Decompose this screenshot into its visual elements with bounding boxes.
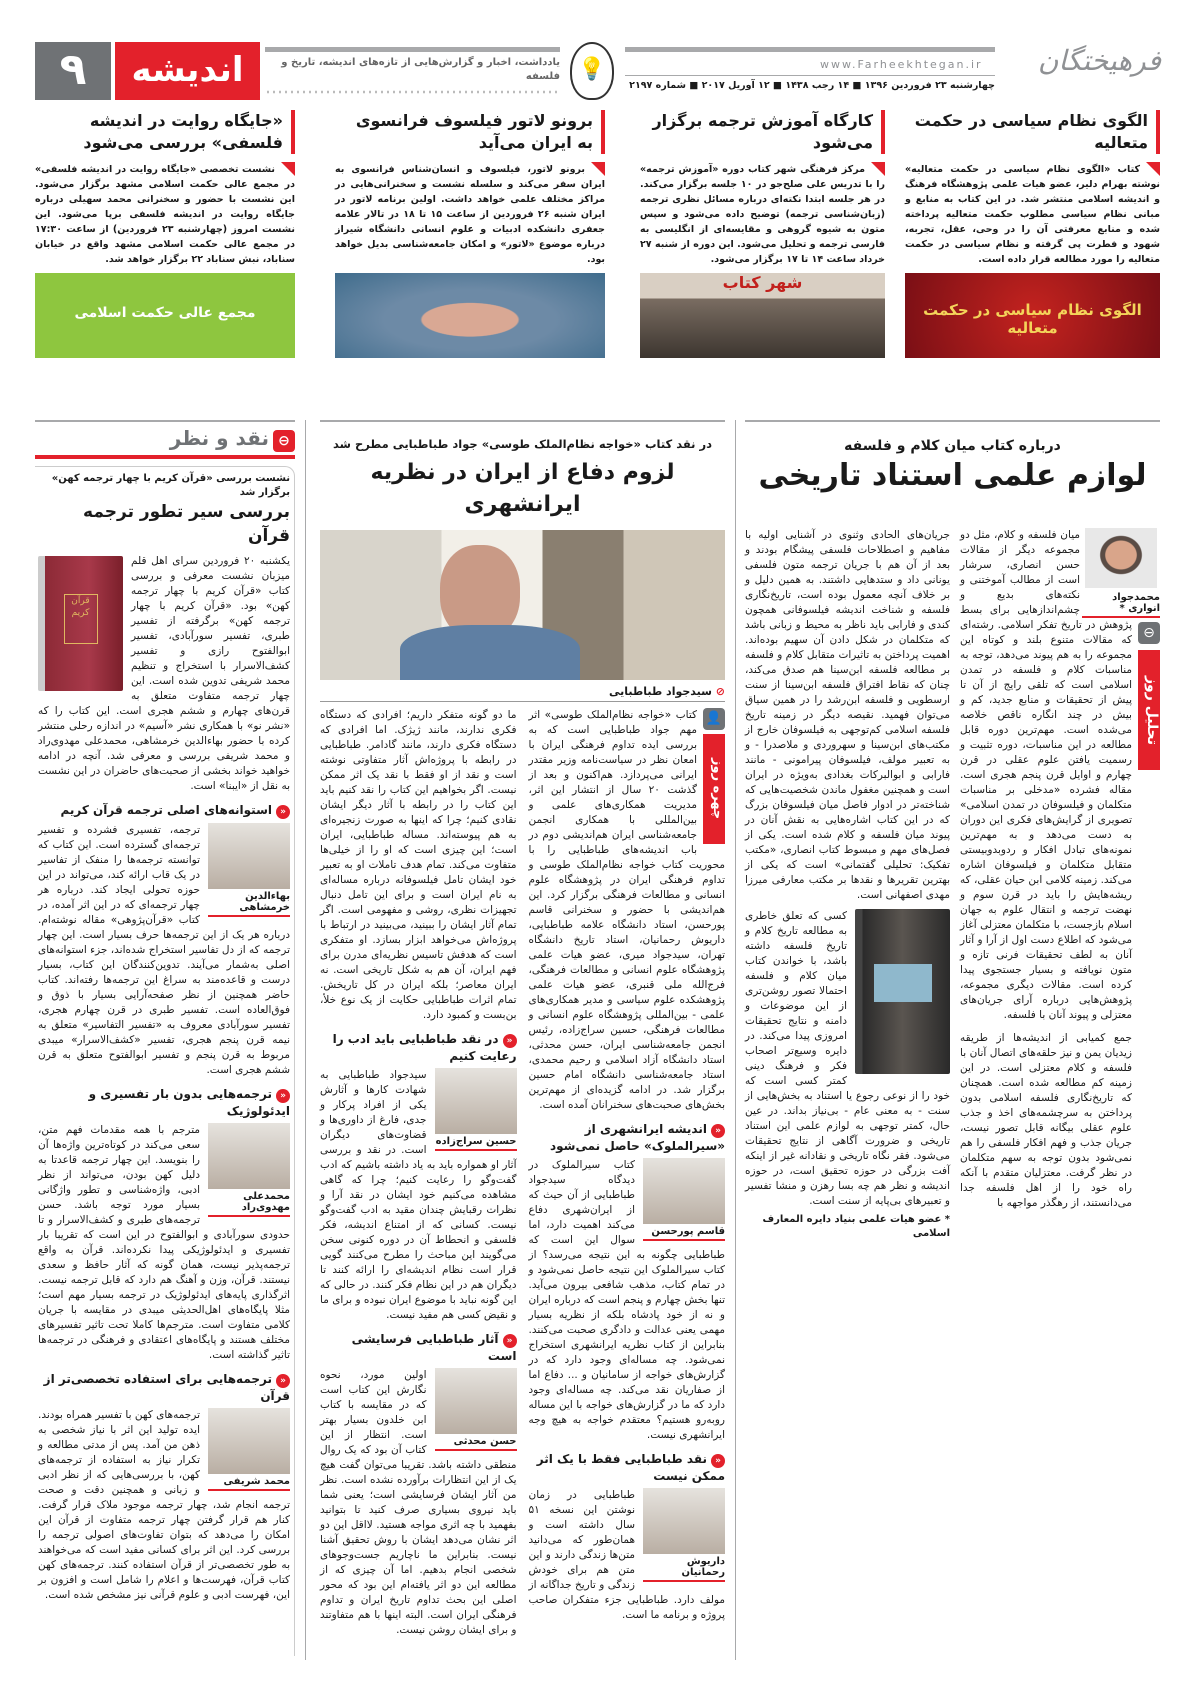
news-body — [905, 162, 1160, 267]
book-cover-image — [38, 556, 123, 691]
news-title[interactable]: «جایگاه روایت در اندیشه فلسفی» بررسی می‌شود — [35, 110, 295, 154]
article-headline[interactable]: بررسی سیر تطور ترجمه قرآن — [83, 502, 290, 546]
article-columns — [320, 708, 725, 1638]
divider — [735, 420, 736, 1660]
page-number: ۹ — [35, 42, 111, 100]
section-subtitle: یادداشت، اخبار و گزارش‌هایی از تازه‌های اندیشه، تاریخ و فلسفه — [281, 57, 560, 82]
article-intro: یکشنبه ۲۰ فروردین سرای اهل قلم میزبان نشست معرفی و بررسی کتاب «قرآن کریم با چهار ترجمه کهن» بود. «قرآن کریم با چهار ترجمه کهن» برگرفته از تفسیر طبری، تفسیر سورآبادی، تفسیر ابوالفتوح رازی و تفسیر کشف‌الاسرار با استخراج و تنظیم محمد شریفی تدوین شده است. این چهار ترجمه متفاوت متعلق به قرن‌های چهارم و ششم هجری است. این کتاب را که «نشر نو» با همکاری نشر «آسیم» در اندازه رحلی منتشر کرده با حضور بهاءالدین خرمشاهی، محمدعلی مهدوی‌راد و محمد شریفی بررسی و معرفی شد. آنچه در ادامه خواهید خواند بخشی از صحبت‌های حاضران در این نشست به نقل از «ایبنا» است. — [38, 555, 290, 792]
section-text: کتاب سیرالملوک در دیدگاه سیدجواد طباطبایی از آن حیث که از ایران‌شهری دفاع می‌کند اهمیت دارد، اما سوال این است که طباطبایی چگونه به این نتیجه می‌رسد؟ از کتاب سیرالملوک این نتیجه حاصل نمی‌شود و در تمام کتاب، مذهب شافعی بیرون می‌آید. تنها بخش چهارم و پنجم است که درباره ایران و نه از خود پادشاه بلکه از نظریه بسیار مهمی یعنی عدالت و دادگری صحبت می‌کنند. بنابراین از کتاب نظریه ایرانشهری استخراج نمی‌شود. چه مساله‌ای وجود دارد که در گزارش‌های خواجه از سامانیان و ... دفاع اما از صفاریان نقد می‌کند. چه مساله‌ای وجود دارد که ما در گزارش‌های خواجه با این مساله روبه‌رو هستیم؟ معتقدم خواجه به هیچ وجه ایرانشهری نیست. — [528, 1159, 725, 1441]
divider — [320, 420, 725, 422]
header-hatch — [265, 88, 560, 98]
section-text: سیدجواد طباطبایی به شهادت کارها و آثارش یکی از افراد پرکار و جدی، فارغ از داوری‌ها و قضاوت‌های دیگران است. در نقد و بررسی آثار او همواره باید به یاد داشته باشیم که ادب گفت‌وگو را رعایت کنیم؛ چرا که گاهی مشاهده می‌کنیم خود ایشان در نقد آرا و نظرات رقبایش چندان مقید به ادب گفت‌وگو نیست. کسانی که از امتناع اندیشه، فکر فلسفی و انحطاط آن در دوره کنونی سخن می‌گویند این مباحث را مطرح می‌کنند گویی قرار است نظام اندیشه‌ای را ارائه کنند تا دیگران هم در این نظام فکر کنند. در حالی که این گونه نباید با موضوع ایران نبوده و برای ما و نقیض کسی هم مفید نیست. — [320, 1069, 517, 1321]
red-corner — [1146, 162, 1160, 176]
website-url[interactable]: www.Farheekhtegan.ir — [820, 58, 983, 71]
arrow-circle-icon: ⊖ — [1138, 622, 1160, 644]
subhead-text: ترجمه‌هایی بدون بار تفسیری و ایدئولوژیک — [88, 1087, 290, 1118]
date-line: چهارشنبه ۲۳ فروردین ۱۳۹۶ ■ ۱۴ رجب ۱۴۳۸ ■ ۱۲ آوریل ۲۰۱۷ ■ شماره ۲۱۹۷ — [629, 80, 995, 91]
speaker-photo — [435, 1068, 517, 1151]
book-cover-image — [855, 909, 950, 1074]
section-text: ترجمه، تفسیری فشرده و تفسیر ترجمه‌ای گسترده است. این کتاب که توانسته ترجمه‌ها را منفک از تفاسیر در یک قاب ارائه کند، می‌تواند در این حوزه تحولی ایجاد کند. درباره هر چهار ترجمه‌ای که در این اثر آمده، در کتاب «قرآن‌پژوهی» مقاله نوشته‌ام. درباره هر یک از این ترجمه‌ها حرف بسیار است. این چهار ترجمه که از دل تفاسیر استخراج شده‌اند، جزء استوانه‌های اصلی به‌شمار می‌آیند. تدوین‌کنندگان این کتاب، بسیار درست و قاعده‌مند به سراغ این ترجمه‌ها رفته‌اند. کتاب حاضر همچنین از نظر صفحه‌آرایی بسیار با ذوق و فوق‌العاده است. تفسیر طبری در قرن چهارم هجری، تفسیر سورآبادی معروف به «تفسیر التفاسیر» متعلق به نیمه قرن پنجم هجری، تفسیر «کشف‌الاسرار» میبدی مربوط به قرن پنجم و تفسیر ابوالفتوح متعلق به قرن ششم هجری است. — [38, 824, 290, 1076]
subhead — [320, 1031, 517, 1064]
article-kicker: درباره کتاب میان کلام و فلسفه — [844, 438, 1061, 454]
chevron-icon: « — [503, 1034, 517, 1048]
image-lettering: مجمع عالی حکمت اسلامی — [74, 305, 256, 321]
news-title[interactable]: برونو لاتور فیلسوف فرانسوی به ایران می‌آید — [335, 110, 605, 154]
spacer — [1080, 528, 1132, 610]
side-label-block — [703, 708, 725, 844]
section-label-chehre-rooz — [703, 734, 725, 844]
speaker-name: حسن محدثی — [435, 1434, 517, 1451]
news-item — [640, 110, 885, 358]
news-item — [905, 110, 1160, 358]
chevron-icon: « — [276, 1374, 290, 1388]
article-headline[interactable]: لزوم دفاع از ایران در نظریه ایرانشهری — [370, 460, 675, 517]
chevron-icon: « — [711, 1454, 725, 1468]
article-header — [745, 436, 1160, 496]
section-text: مترجم با همه مقدمات فهم متن، سعی می‌کند در کوتاه‌ترین واژه‌ها آن را بنویسد. این چهار ترجمه قاعدتا به دلیل کهن بودن، می‌تواند از نظر ادبی، واژه‌شناسی و تطور واژگانی بسیار مورد توجه باشد. حسن ترجمه‌های طبری و کشف‌الاسرار و تا حدودی سورآبادی و ابوالفتوح در این است که تقریبا بار تفسیری و ایدئولوژیکی پیدا نکرده‌اند. قرآن به واقع ترجمه‌پذیر نیست، همان گونه که آثار حافظ و سعدی نیستند. قرآن، وزن و آهنگ هم دارد که قابل ترجمه نیست. اثرگذاری پایه‌های ایدئولوژیک در ترجمه بسیار مهم است؛ مثلا پایگاه‌های اهل‌الحدیثی میبدی در مقایسه با جریان کلامی متفاوت است. مترجم‌ها کاملا تحت تاثیر تفسیرهای مختلف هستند و پایگاه‌های اعتقادی و فرهنگی در ترجمه‌ها تاثیر گذاشته است. — [38, 1124, 290, 1361]
main-photo — [320, 530, 725, 680]
divider — [745, 420, 1160, 422]
user-icon: 👤 — [703, 708, 725, 730]
side-label-text: تحلیل روز — [1144, 675, 1160, 745]
speaker-image — [435, 1368, 517, 1434]
speaker-image — [435, 1068, 517, 1134]
chevron-icon: « — [711, 1124, 725, 1138]
red-corner — [871, 162, 885, 176]
speaker-photo — [208, 1123, 290, 1217]
article-header — [320, 436, 725, 521]
news-image — [905, 273, 1160, 358]
subhead-text: در نقد طباطبایی باید ادب را رعایت کنیم — [332, 1032, 517, 1063]
masthead — [0, 0, 1191, 110]
newspaper-logo[interactable]: فرهیختگان — [1037, 44, 1161, 77]
emblem-icon: 💡 — [570, 42, 614, 100]
chevron-icon: « — [503, 1334, 517, 1348]
caption-icon: ⊘ — [711, 685, 725, 698]
article-intro: کتاب «خواجه نظام‌الملک طوسی» اثر مهم جواد طباطبایی است که به بررسی ایده تداوم فرهنگی ایران با امعان نظر در سیاست‌نامه وزیر مقتدر ایرانی می‌پردازد. هم‌اکنون و بعد از گذشت ۲۰ سال از انتشار این اثر، مدیریت همکاری‌های علمی و بین‌المللی با همکاری انجمن جامعه‌شناسی ایران هم‌اندیشی دوم در باب اندیشه‌های طباطبایی را با محوریت کتاب خواجه نظام‌الملک طوسی و تداوم فرهنگی ایران در پژوهشگاه علوم انسانی و مطالعات فرهنگی برگزار کرد. این هم‌اندیشی با حضور و سخنرانی قاسم پورحسن، استاد دانشگاه علامه طباطبایی، داریوش رحمانیان، استاد تاریخ دانشگاه تهران، سیدجواد میری، عضو هیات علمی پژوهشگاه علوم انسانی و مطالعات فرهنگی، فرج‌الله ملی قنبری، عضو هیات علمی پژوهشکده علوم سیاسی و مدیر همکاری‌های علمی - بین‌المللی پژوهشگاه علوم انسانی و مطالعات فرهنگی، حسین سراج‌زاده، رئیس انجمن جامعه‌شناسی ایران، حسن محدثی، استاد دانشگاه آزاد اسلامی و رحیم محمدی، استاد جامعه‌شناسی دانشگاه امام حسین برگزار شد. در ادامه گزیده‌ای از مهم‌ترین بخش‌های صحبت‌های سخنرانان آمده است. — [528, 709, 725, 1111]
section-text: اولین مورد، نحوه نگارش این کتاب است که در مقایسه با کتاب ابن خلدون بسیار بهتر است. انتظار از این کتاب آن بود که یک روال منطقی داشته باشد. تقریبا می‌توان گفت هیچ یک از این انتظارات برآورده نشده است. نظر من آثار ایشان فرسایشی است؛ یعنی شما باید نیروی بسیاری صرف کنید تا بتوانید بفهمید با چه اثری مواجه هستید. لااقل این دو اثر نشان می‌دهد ایشان با روش تحقیق آشنا نیست. بنابراین ما ناچاریم جست‌وجوهای شخصی انجام بدهیم. اما آن چیزی که از مطالعه این دو اثر یافته‌ام این بود که محور اصلی این بحث تداوم تاریخ ایران و تداوم فرهنگی ایران است. البته اینها با هم متفاوتند و برای ایشان روشن نیست. — [320, 1369, 517, 1636]
speaker-name: قاسم پورحسن — [643, 1224, 725, 1241]
speaker-name: محمد شریفی — [208, 1474, 290, 1491]
chevron-icon: « — [276, 1089, 290, 1103]
subhead — [38, 802, 290, 819]
article-kicker: در نقد کتاب «خواجه نظام‌الملک طوسی» جواد طباطبایی مطرح شد — [332, 437, 712, 451]
author-name: محمدجواد انواری * — [1082, 590, 1160, 618]
news-body — [35, 162, 295, 267]
article-text: جریان‌های الحادی وثنوی در آشنایی اولیه با مفاهیم و اصطلاحات فلسفی پیشگام بودند و بعد از آن هم با جریان ترجمه متون فلسفی یونانی داد و ستدهایی داشتند. به همین دلیل و بر خلاف آنچه معمول بوده است، تاریخ‌نگاری فلسفه و شناخت اندیشه فیلسوفانی همچون کندی و فارابی باید ناظر به محیط و زبانی باشد که متکلمان در شکل دادن آن سهیم بوده‌اند. اهمیت پرداختن به تاثیرات متقابل کلام و فلسفه بر مطالعه فلسفه ابن‌سینا هم صدق می‌کند، چنان که نقاط افتراق فلسفه ابن‌سینا از سنت ارسطویی و فلسفه ابن‌رشد را در همین سیاق می‌توان فهمید. نقیصه دیگر در زمینه تاریخ فلسفه اسلامی کم‌توجهی به فیلسوفان خارج از مکتب‌های ابن‌سینا و سهروردی و ملاصدرا - و به تعبیر مولف، فیلسوفان پیرامونی - مانند فارابی و ابوالبرکات بغدادی به‌ویژه در ایران است و همچنین مغفول ماندن شخصیت‌هایی که شناخته‌تر در ادوار فاصل میان فیلسوفان بزرگ که در این کتاب اشاره‌هایی به نقش آنان در پیوند میان فلسفه و کلام شده است. یکی از فصل‌های مهم و مبسوط کتاب انصاری، «مکتب تفکیک: تحلیلی گفتمانی» است که یکی از بهترین تقریرها و نقدها بر مکتب معارفی میرزا مهدی اصفهانی است. — [745, 529, 950, 901]
section-heading — [35, 425, 295, 452]
news-body-text: برونو لاتور، فیلسوف و انسان‌شناس فرانسوی به ایران سفر می‌کند و سلسله نشست و سخنرانی‌هایی در مراکز مختلف علمی خواهد داشت. اولین برنامه لاتور در ایران شنبه ۲۶ فروردین از ساعت ۱۵ تا ۱۸ در تالار علامه جعفری دانشکده ادبیات و علوم انسانی دانشگاه شیراز درباره موضوع «لاتور» و امکان جامعه‌شناسی بدیل خواهد بود. — [335, 164, 606, 265]
news-image — [35, 273, 295, 358]
speaker-name: داریوش رحمانیان — [643, 1554, 725, 1582]
speaker-image — [208, 1408, 290, 1474]
speaker-name: حسین سراج‌زاده — [435, 1134, 517, 1151]
section-heading-text: نقد و نظر — [169, 426, 269, 450]
article-text: جمع کمیابی از اندیشه‌ها از طریقه زیدیان یمن و نیز حلقه‌های اتصال آنان با فلسفه و کلام معتزلی است. در این زمینه کم مطالعه شده است. همچنان که تاریخ‌نگاری فلسفه اسلامی بدون پرداختن به سرچشمه‌های اخذ و جذب علوم عقلی بیگانه قابل تصور نیست، جریان جذب و فهم افکار فلسفی را هم نمی‌شود بدون توجه به سهم متکلمان در نظر گرفت. معتزلیان متقدم با آنکه راه خود را از اهل فلسفه جدا می‌دانستند، از رهگذر مواجهه با — [960, 1032, 1132, 1209]
subhead — [529, 1121, 726, 1154]
arrow-circle-icon: ⊖ — [273, 430, 295, 452]
speaker-photo — [208, 823, 290, 917]
header-rule — [625, 47, 995, 52]
chevron-icon: « — [276, 805, 290, 819]
news-image — [335, 273, 605, 358]
subhead-text: اندیشه ایرانشهری از «سیرالملوک» حاصل نمی‌شود — [549, 1122, 725, 1153]
news-title[interactable]: الگوی نظام سیاسی در حکمت متعالیه — [905, 110, 1160, 154]
subhead — [320, 1331, 517, 1364]
article-text: میان فلسفه و کلام، مثل دو مجموعه دیگر از مقالات حسن انصاری، سرشار است از مطالب آموختنی و نکته‌های بدیع و چشم‌اندازهایی برای بسط پژوهش در تاریخ تفکر اسلامی. رشته‌ای که مقالات متنوع بلند و کوتاه این مجموعه را به هم پیوند می‌دهد، توجه به مناسبات کلام و فلسفه در تمدن اسلامی است که تلقی رایج از آن تا پیش از تحقیقات و منابع جدید، کم و بیش در چند انگاره ناقص خلاصه می‌شده است. مهم‌ترین دوره قابل مطالعه در این مناسبات، دوره تثبیت و رسمیت یافتن علوم عقلی در قرن چهارم و اوایل قرن پنجم هجری است. مقاله فشرده «مدخلی بر مناسبات متکلمان و فیلسوفان در تمدن اسلامی» تصویری از گرایش‌های فکری این دوران به دست می‌دهد و به مهم‌ترین نمونه‌های تبادل افکار و ردوبدوبیستی متقابل متکلمان و فیلسوفان اشاره می‌کند. زمینه کلامی ابن حیان عقلی، که ریشه‌هایش را باید در قرن سوم و نهضت ترجمه و انتقال علوم به جهان اسلام بازجست، با متکلمان معتزلی آغاز می‌شود که اطلاع دست اول از آرا و آثار آنان به لطف تحقیقات فرنی تازه و متون نویافته و بسیار جستجوی پیدا کرده است. مقالات دیگری مجموعه، پژوهش‌هایی درباره آرای جریان‌های معتزلی و پیوند آنان با فلسفه. — [960, 529, 1132, 1021]
section-name-badge: اندیشه — [115, 42, 260, 100]
speaker-image — [643, 1158, 725, 1224]
header-rule — [625, 75, 995, 76]
article-text: کسی که تعلق خاطری به مطالعه تاریخ کلام و تاریخ فلسفه داشته باشد، با خواندن کتاب میان کلام و فلسفه احتمالا تصور روشن‌تری از این موضوعات و دامنه و نتایج تحقیقات امروزی پیدا می‌کند. در دایره وسیع‌تر اصحاب فکر و فرهنگ دینی کمتر کسی است که خود را از نوعی رجوع یا استناد به بخش‌هایی از سنت - به معنی عام - بی‌نیاز بداند. در عین حال، کمتر توجهی به لوازم علمی این استناد تاریخی و ضرورت آگاهی از نتایج تحقیقات می‌شود. فقر نگاه تاریخی و نقادانه غیر از اینکه آفت بزرگی در حوزه تحقیق است، در حوزه اندیشه و نظر هم چه بسا رهزن و منشا تفسیر و تعبیرهای بی‌پایه از سنت است. — [745, 910, 950, 1207]
news-body — [335, 162, 605, 267]
image-lettering: الگوی نظام سیاسی در حکمت متعالیه — [923, 301, 1142, 337]
divider — [35, 420, 295, 422]
speaker-name: بهاءالدین خرمشاهی — [208, 889, 290, 917]
photo-caption — [320, 684, 725, 702]
subhead-text: آثار طباطبایی فرسایشی است — [351, 1332, 517, 1363]
subhead — [529, 1451, 726, 1484]
news-body-text: کتاب «الگوی نظام سیاسی در حکمت متعالیه» نوشته بهرام دلیر، عضو هیات علمی پژوهشگاه فرهنگ و اندیشه اسلامی منتشر شد. در این کتاب به منابع و مبانی نظام سیاسی مطلوب حکمت متعالیه پرداخته شده و منابع معرفتی آن را در وحی، عقل، تجربه، شهود و فطرت پی گرفته و نظام سیاسی در حکمت متعالیه را مورد مطالعه قرار داده است. — [905, 164, 1160, 265]
red-corner — [591, 162, 605, 176]
article-column — [745, 528, 950, 1241]
speaker-image — [208, 823, 290, 889]
news-body — [640, 162, 885, 267]
article-kicker: نشست بررسی «قرآن کریم با چهار ترجمه کهن» برگزار شد — [51, 473, 290, 498]
speaker-photo — [208, 1408, 290, 1491]
section-text: طباطبایی در زمان نوشتن این نسخه ۵۱ سال داشته است و همان‌طور که می‌دانید متن‌ها زندگی دارند و این متن هم برای خودش زندگی و تاریخ جداگانه از مولف دارد. طباطبایی جزء متفکران صاحب پروژه و برنامه ما است. — [528, 1489, 725, 1621]
image-lettering: شهر کتاب — [722, 273, 803, 292]
section-text: ترجمه‌های کهن با تفسیر همراه بودند. ایده تولید این اثر با نیاز شخصی به ذهن من آمد. پس از مدتی مطالعه و تکرار نیاز به استفاده از ترجمه‌های کهن، با بررسی‌هایی که از نظر ادبی و زبانی و همچنین دقت و صحت ترجمه انجام شد، چهار ترجمه موجود ملاک قرار گرفت. کنار هم قرار گرفتن چهار ترجمه متفاوت از قرآن این امکان را می‌دهد که بتوان تفاوت‌های اصولی ترجمه را بررسی کرد. این اثر برای کسانی مفید است که می‌خواهند به طور تخصصی‌تر از قرآن استفاده کنند. ترجمه‌های کهن کتاب قرآن، فهرست‌ها و اعلام را شامل است و افزون بر این، فهرست ادبی و علوم قرآنی نیز مشخص شده است. — [38, 1409, 290, 1601]
divider — [305, 420, 306, 1660]
speaker-image — [643, 1488, 725, 1554]
author-footnote: * عضو هیات علمی بنیاد دایره المعارف اسلامی — [762, 1214, 950, 1239]
caption-text: سیدجواد طباطبایی — [609, 685, 712, 698]
speaker-name: محمدعلی مهدوی‌راد — [208, 1189, 290, 1217]
header-rule — [265, 47, 560, 52]
article-column — [38, 472, 290, 1603]
section-rule — [35, 455, 295, 459]
speaker-photo — [643, 1158, 725, 1241]
news-image — [640, 273, 885, 358]
article-column — [960, 528, 1132, 1211]
news-title[interactable]: کارگاه آموزش ترجمه برگزار می‌شود — [640, 110, 885, 154]
side-label-text: چهره روز — [710, 758, 725, 820]
subhead — [38, 1086, 290, 1119]
subhead-text: نقد طباطبایی فقط با یک اثر ممکن نیست — [536, 1452, 725, 1483]
news-body-text: مرکز فرهنگی شهر کتاب دوره «آموزش ترجمه» را با تدریس علی صلح‌جو در ۱۰ جلسه برگزار می‌کند. در هر جلسه ابتدا نکته‌ای درباره مسائل نظری ترجمه (زبان‌شناسی ترجمه) توضیح داده می‌شود و سپس متون به شیوه گروهی و مقایسه‌ای از انگلیسی به فارسی ترجمه و تحلیل می‌شود. این دوره از شنبه ۲۷ خرداد ساعت ۱۴ تا ۱۷ برگزار می‌شود. — [640, 164, 885, 265]
book-title-lettering: قرآن کریم — [64, 594, 98, 644]
speaker-image — [208, 1123, 290, 1189]
subhead-text: ترجمه‌هایی برای استفاده تخصصی‌تر از قرآن — [43, 1372, 290, 1403]
subhead-text: استوانه‌های اصلی ترجمه قرآن کریم — [60, 803, 272, 817]
news-item — [35, 110, 295, 358]
article-text: ما دو گونه متفکر داریم؛ افرادی که دستگاه فکری ندارند، مانند ژیژک. اما افرادی که دستگاه فکری دارند، مانند گادامر. طباطبایی در رابطه با پروژه‌اش آثار متفاوتی نوشته است و نقد از او فقط با نقد یک اثر ممکن نیست. اگر بخواهیم این کتاب را نقد کنیم باید این کتاب را در رابطه با آثار دیگر ایشان نقادی کنیم؛ چرا که اینها به صورت زنجیره‌ای به هم پیوسته‌اند. مساله طباطبایی، ایران است؛ این چیزی است که او را از خیلی‌ها متفاوت می‌کند. تمام هدف تاملات او به تعبیر خود ایشان تامل فیلسوفانه درباره مساله‌ای به نام ایران است و برای این تامل دنبال تجهیزات نظری، روشی و مفهومی است. اگر تمام آثار ایشان را ببینید، می‌بینید در ارتباط با پروژه‌اش می‌خواهد ابزار بسازد. او متفکری است که هدفش تاسیس نظریه‌ای مدرن برای فهم ایران، آن هم به شکل تاریخی است. نه ایران معاصر؛ بلکه ایران در کل تاریخش. تمام اثرات طباطبایی حکایت از یک نوع خلأ، بن‌بست و کمبود دارد. — [320, 709, 517, 1021]
news-body-text: نشست تخصصی «جایگاه روایت در اندیشه فلسفی» در مجمع عالی حکمت اسلامی مشهد برگزار می‌شود. این نشست با حضور و سخنرانی محمد سهیلی درباره جایگاه روایت در اندیشه فلسفی برپا می‌شود. این نشست امروز (چهارشنبه ۲۳ فروردین) از ساعت ۱۷:۳۰ در مجمع عالی حکمت اسلامی مشهد واقع در خیابان سناباد، نبش سناباد ۲۲ برگزار خواهد شد. — [35, 164, 295, 265]
speaker-photo — [435, 1368, 517, 1451]
subhead — [38, 1371, 290, 1404]
section-label-tahlil-rooz — [1138, 650, 1160, 770]
speaker-photo — [643, 1488, 725, 1582]
red-corner — [281, 162, 295, 176]
news-item — [335, 110, 605, 358]
article-headline[interactable]: لوازم علمی استناد تاریخی — [758, 458, 1147, 493]
